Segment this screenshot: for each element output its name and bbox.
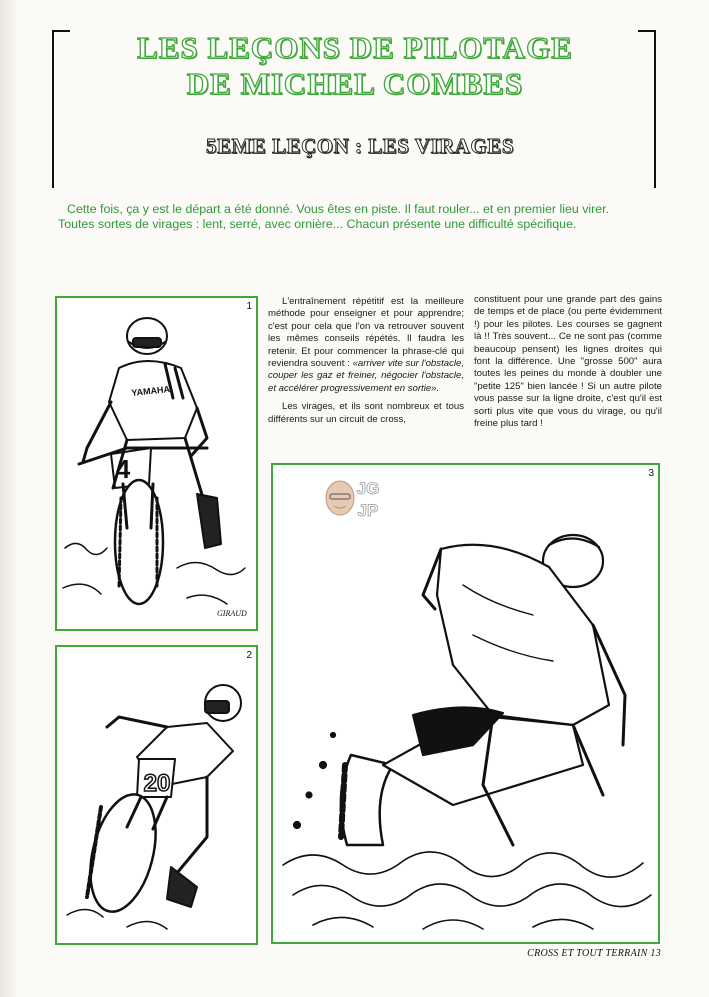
rider-2-illustration xyxy=(57,647,256,943)
intro-line-2: Toutes sortes de virages : lent, serré, avec ornière... Chacun présente une difficulté spécifique. xyxy=(58,217,577,231)
header-bracket-left xyxy=(52,30,70,188)
lesson-subtitle: 5EME LEÇON : LES VIRAGES xyxy=(205,134,514,158)
watermark-letters-bottom: JP xyxy=(357,501,379,520)
intro-paragraph xyxy=(58,202,658,232)
scanner-watermark-logo xyxy=(322,474,388,522)
article-column-2 xyxy=(474,294,662,436)
panel-3-number: 3 xyxy=(648,468,654,479)
title-line-2: DE MICHEL COMBES xyxy=(186,66,524,101)
title-line-1: LES LEÇONS DE PILOTAGE xyxy=(137,30,573,65)
watermark-letters-top: JG xyxy=(356,479,380,498)
article-column-1 xyxy=(268,296,464,432)
artist-signature: GIRAUD xyxy=(217,609,247,618)
column-1-paragraph-1-text: L'entraînement répétitif est la meilleure méthode pour enseigner et pour apprendre; c'est pour cela que l'on va retrouver souvent les mêmes conseils répétés. Il faudra les retenir. Et pour commencer la phrase-clé qui reviendra souvent : xyxy=(268,296,464,370)
column-1-paragraph-2: Les virages, et ils sont nombreux et tous différents sur un circuit de cross, xyxy=(268,401,464,425)
illustration-panel-2 xyxy=(55,645,258,945)
page-binding-edge xyxy=(0,0,16,997)
rider-1-jersey-text: YAMAHA xyxy=(130,384,171,399)
column-1-key-phrase: «arriver vite sur l'obstacle, couper les gaz et freiner, négocier l'obstacle, et accélérer progressivement en sortie». xyxy=(268,358,464,394)
rider-2-number: 20 xyxy=(143,770,171,797)
panel-2-number: 2 xyxy=(246,650,252,661)
intro-line-1: Cette fois, ça y est le départ a été donné. Vous êtes en piste. Il faut rouler... et en premier lieu virer. xyxy=(67,202,610,216)
illustration-panel-1 xyxy=(55,296,258,631)
rider-1-illustration xyxy=(57,298,256,629)
watermark-face-icon xyxy=(322,474,388,522)
magazine-footer: CROSS ET TOUT TERRAIN 13 xyxy=(527,948,661,959)
panel-1-number: 1 xyxy=(246,301,252,312)
column-1-paragraph-1 xyxy=(268,296,464,395)
header-bracket-right xyxy=(638,30,656,188)
illustration-panel-3 xyxy=(271,463,660,944)
rider-3-illustration xyxy=(273,465,658,942)
rider-1-number: 4 xyxy=(115,454,131,484)
column-2-paragraph-1: constituent pour une grande part des gains de temps et de place (ou perte évidemment !) pour les pilotes. Les courses se gagnent là !! Très souvent... Ce ne sont pas (comme beaucoup pensent) les lignes droites qui font la différence. Une "grosse 500" aura toutes les peines du monde à doubler une "petite 125" bien lancée ! Si un autre pilote vous passe sur la ligne droite, c'est qu'il est sorti plus vite que vous du virage, ou qu'il freine plus tard ! xyxy=(474,294,662,430)
